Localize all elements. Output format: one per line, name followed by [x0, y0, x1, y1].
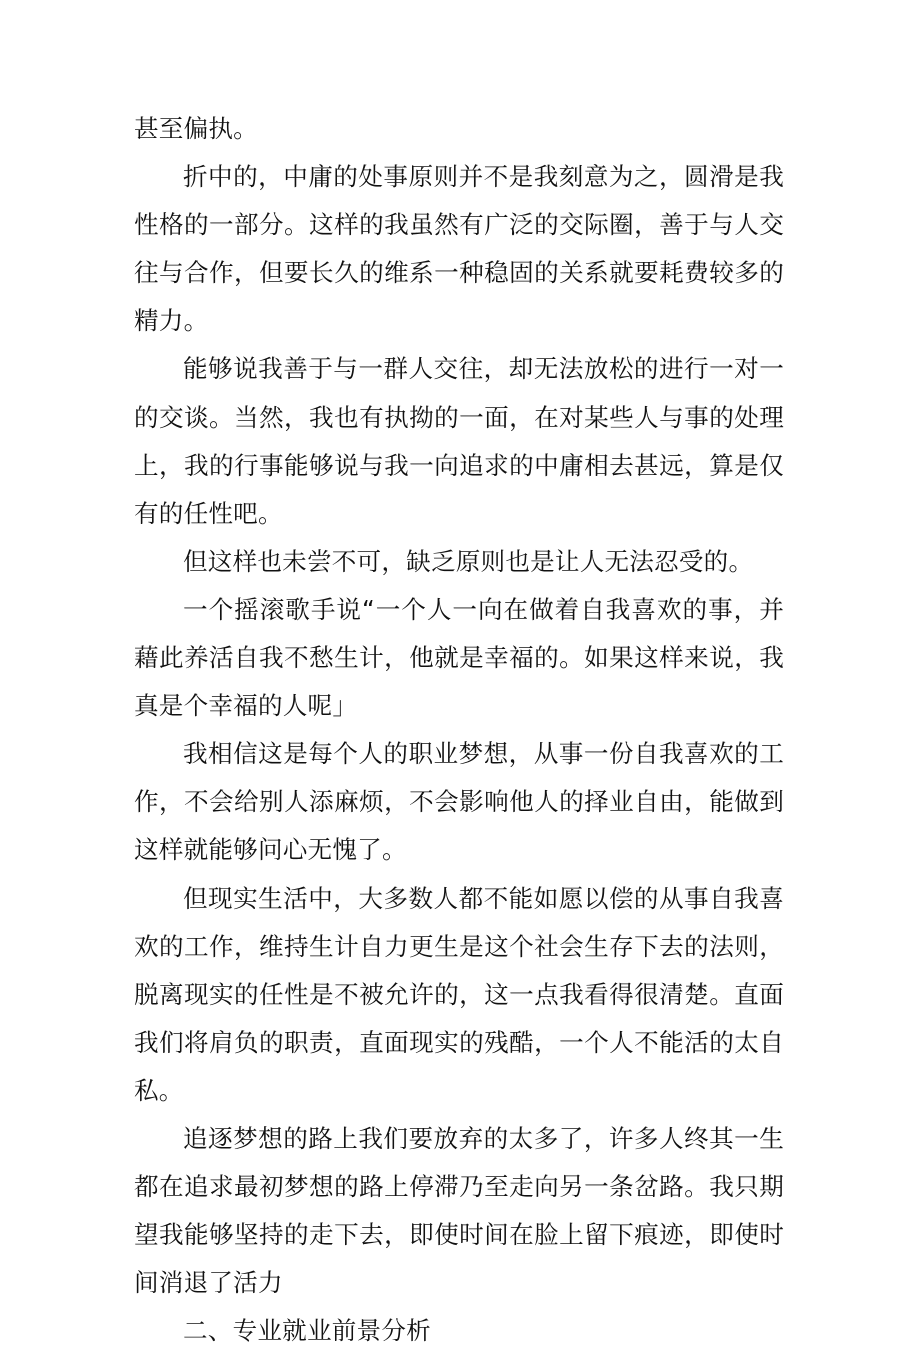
section-heading: 二、专业就业前景分析	[183, 1316, 431, 1346]
document-page	[134, 105, 784, 1355]
paragraph: 但这样也未尝不可，缺乏原则也是让人无法忍受的。	[183, 546, 754, 576]
paragraph: 折中的，中庸的处事原则并不是我刻意为之，圆滑是我性格的一部分。这样的我虽然有广泛的交际圈，善于与人交往与合作，但要长久的维系一种稳固的关系就要耗费较多的精力。	[134, 162, 784, 336]
paragraph: 一个摇滚歌手说“一个人一向在做着自我喜欢的事，并藉此养活自我不愁生计，他就是幸福的。如果这样来说，我真是个幸福的人呢」	[134, 594, 784, 721]
paragraph-continuation: 甚至偏执。	[134, 114, 258, 143]
paragraph: 我相信这是每个人的职业梦想，从事一份自我喜欢的工作，不会给别人添麻烦，不会影响他人的择业自由，能做到这样就能够问心无愧了。	[134, 739, 784, 865]
paragraph: 追逐梦想的路上我们要放弃的太多了，许多人终其一生都在追求最初梦想的路上停滞乃至走向另一条岔路。我只期望我能够坚持的走下去，即使时间在脸上留下痕迹，即使时间消退了活力	[134, 1123, 784, 1298]
paragraph: 能够说我善于与一群人交往，却无法放松的进行一对一的交谈。当然，我也有执拗的一面，在对某些人与事的处理上，我的行事能够说与我一向追求的中庸相去甚远，算是仅有的任性吧。	[134, 354, 784, 528]
paragraph: 但现实生活中，大多数人都不能如愿以偿的从事自我喜欢的工作，维持生计自力更生是这个社会生存下去的法则，脱离现实的任性是不被允许的，这一点我看得很清楚。直面我们将肩负的职责，直面现实的残酷，一个人不能活的太自私。	[134, 883, 784, 1105]
